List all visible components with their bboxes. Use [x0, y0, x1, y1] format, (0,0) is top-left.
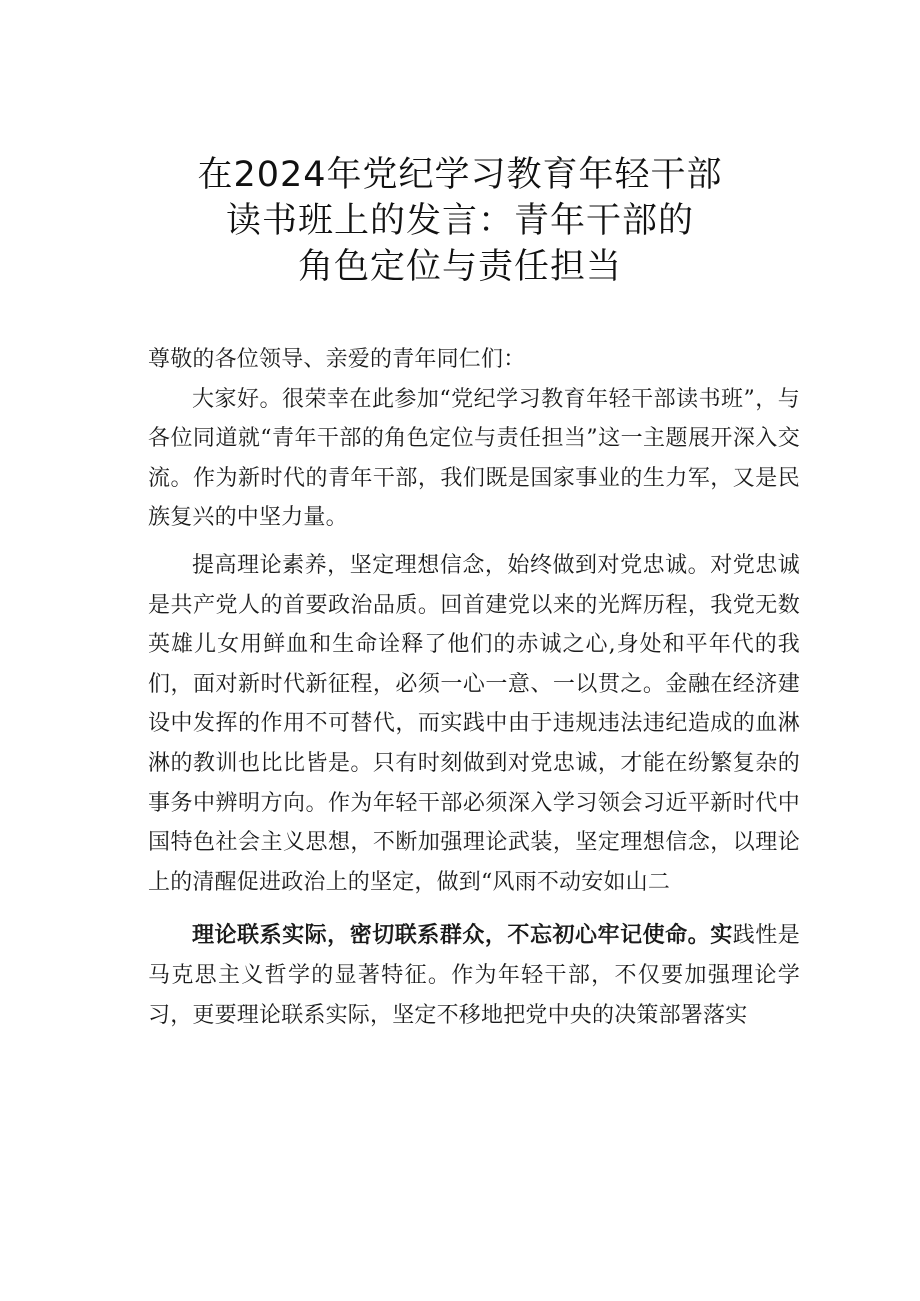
- paragraph-greeting: [148, 380, 800, 538]
- paragraph-loyalty: [148, 546, 800, 902]
- document-body: [148, 340, 800, 1035]
- paragraph-loyalty-text: 提高理论素养，坚定理想信念，始终做到对党忠诚。对党忠诚是共产党人的首要政治品质。回首建党以来的光辉历程，我党无数英雄儿女用鲜血和生命诠释了他们的赤诚之心,身处和平年代的我们，面对新时代新征程，必须一心一意、一以贯之。金融在经济建设中发挥的作用不可替代，而实践中由于违规违法违纪造成的血淋淋的教训也比比皆是。只有时刻做到对党忠诚，才能在纷繁复杂的事务中辨明方向。作为年轻干部必须深入学习领会习近平新时代中国特色社会主义思想，不断加强理论武装，坚定理想信念，以理论上的清醒促进政治上的坚定，做到“风雨不动安如山二: [148, 552, 800, 895]
- salutation: 尊敬的各位领导、亲爱的青年同仁们：: [148, 347, 526, 372]
- title-line-2: 读书班上的发言：青年干部的: [225, 201, 694, 241]
- title-line-3: 角色定位与责任担当: [297, 247, 622, 287]
- paragraph-greeting-text: 大家好。很荣幸在此参加“党纪学习教育年轻干部读书班”，与各位同道就“青年干部的角色定位与责任担当”这一主题展开深入交流。作为新时代的青年干部，我们既是国家事业的生力军，又是民族复兴的中坚力量。: [148, 386, 800, 531]
- paragraph-practice: [148, 916, 800, 1035]
- title-line-1: 在2024年党纪学习教育年轻干部: [197, 155, 723, 195]
- paragraph-practice-text: 践性是马克思主义哲学的显著特征。作为年轻干部，不仅要加强理论学习，更要理论联系实际，坚定不移地把党中央的决策部署落实: [148, 923, 800, 1028]
- document-title: [0, 152, 920, 290]
- paragraph-practice-heading: 理论联系实际，密切联系群众，不忘初心牢记使命。实: [192, 922, 733, 949]
